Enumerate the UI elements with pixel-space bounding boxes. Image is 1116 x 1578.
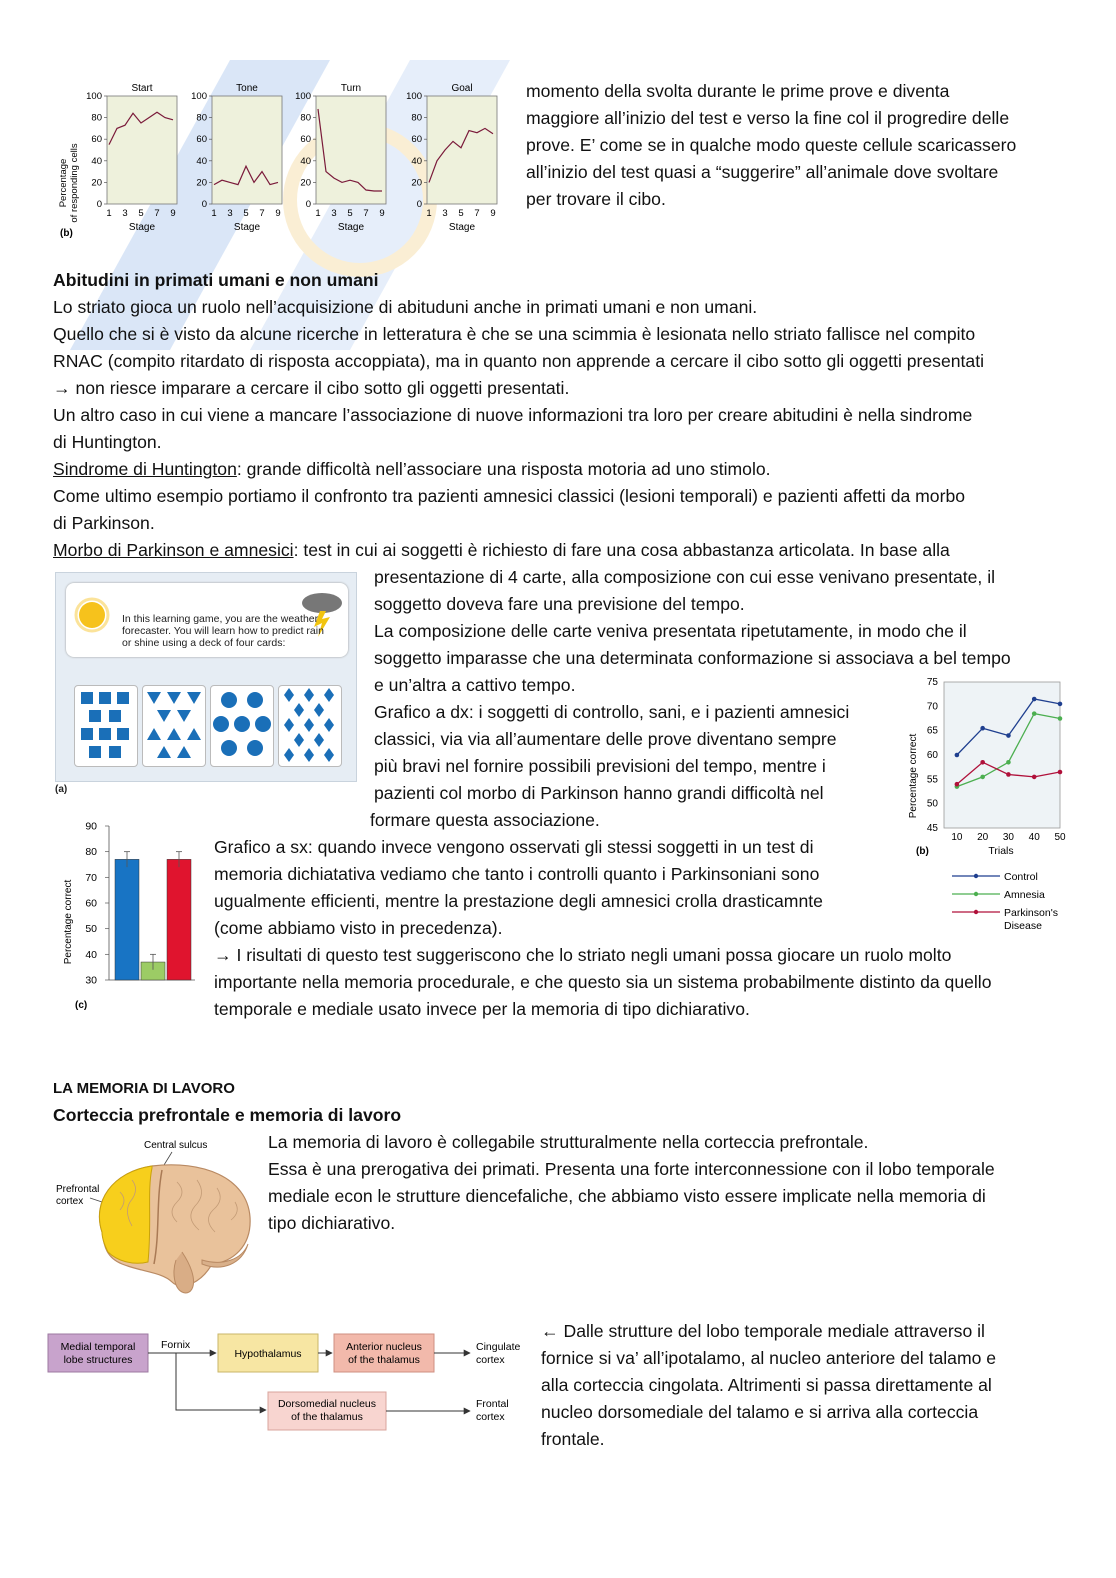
paragraph-line: Come ultimo esempio portiamo il confronto tra pazienti amnesici classici (lesioni temporali) e pazienti affetti da morbo <box>53 486 966 506</box>
mtl-label-1: Medial temporal <box>60 1341 136 1353</box>
panel-xtick: 5 <box>347 208 353 219</box>
panel-ytick: 0 <box>305 199 311 210</box>
top-fig-ylabel-1: Percentage <box>58 158 69 208</box>
panel-xtick: 3 <box>442 208 448 219</box>
paragraph-line: classici, via via all’aumentare delle prove diventano sempre <box>374 729 837 749</box>
panel-xlabel: Stage <box>448 222 476 233</box>
anterior-label-1: Anterior nucleus <box>346 1341 422 1353</box>
panel-frame-1 <box>212 96 282 204</box>
weather-fig-panel-label: (a) <box>55 784 68 795</box>
panel-ytick: 100 <box>86 91 102 102</box>
anterior-label-2: of the thalamus <box>348 1354 420 1366</box>
panel-xtick: 3 <box>331 208 337 219</box>
paragraph-line: presentazione di 4 carte, alla composizione con cui esse venivano presentate, il <box>374 567 996 587</box>
weather-caption-line: forecaster. You will learn how to predict rain <box>122 625 324 637</box>
bar-chart-ylabel: Percentage correct <box>63 879 74 965</box>
line-chart-xtick: 40 <box>1028 832 1040 843</box>
line-chart-ylabel: Percentage correct <box>908 733 919 819</box>
parkinson-term: Morbo di Parkinson e amnesici <box>53 540 294 560</box>
frontal-label-2: cortex <box>476 1411 505 1423</box>
central-sulcus-label: Central sulcus <box>144 1140 208 1151</box>
paragraph-line: temporale e mediale usato invece per la memoria di tipo dichiarativo. <box>214 999 750 1019</box>
panel-ytick: 80 <box>300 112 311 124</box>
paragraph-line: di Huntington. <box>53 432 162 452</box>
panel-xlabel: Stage <box>337 222 365 233</box>
panel-ytick: 40 <box>91 155 102 167</box>
paragraph-line: Un altro caso in cui viene a mancare l’associazione di nuove informazioni tra loro per creare abitudini è nella sindrome <box>53 405 973 425</box>
diamond-shape <box>324 748 334 762</box>
diamond-shape <box>324 688 334 702</box>
paragraph-line: Lo striato gioca un ruolo nell’acquisizione di abituduni anche in primati umani e non umani. <box>53 297 758 317</box>
diamond-shape <box>314 733 324 747</box>
paragraph-line: → I risultati di questo test suggeriscono che lo striato negli umani possa giocare un ruolo molto <box>214 945 952 965</box>
mtl-box <box>48 1334 148 1372</box>
hypothalamus-label: Hypothalamus <box>234 1348 302 1360</box>
diamond-shape <box>284 688 294 702</box>
diamond-shape <box>304 748 314 762</box>
line-point <box>955 782 960 787</box>
paragraph-line: soggetto doveva fare una previsione del tempo. <box>374 594 745 614</box>
squares-pattern-icon <box>75 686 137 766</box>
line-point <box>1032 697 1037 702</box>
panel-ytick: 60 <box>300 134 311 146</box>
panel-xtick: 7 <box>474 208 480 219</box>
circles-pattern-icon <box>211 686 273 766</box>
panel-xtick: 1 <box>315 208 321 219</box>
huntington-definition: : grande difficoltà nell’associare una risposta motoria ad uno stimolo. <box>236 459 771 479</box>
circuit-description <box>541 1318 1081 1453</box>
paragraph-line: Quello che si è visto da alcune ricerche in letteratura è che se una scimmia è lesionata nello striato fallisce nel compito <box>53 324 976 344</box>
line-point <box>1006 772 1011 777</box>
diamond-shape <box>304 688 314 702</box>
card-triangles <box>142 685 206 767</box>
panel-frame-0 <box>107 96 177 204</box>
card-diamonds <box>278 685 342 767</box>
paragraph-line: importante nella memoria procedurale, e che questo sia un sistema probabilmente distinto da quello <box>214 972 992 992</box>
top-para-line: prove. E’ come se in qualche modo queste cellule scaricassero <box>526 135 1017 155</box>
card-circles <box>210 685 274 767</box>
paragraph-line: memoria dichiatativa vediamo che tanto i controlli quanto i Parkinsoniani sono <box>214 864 820 884</box>
panel-ytick: 100 <box>406 91 422 102</box>
anterior-nucleus-box <box>334 1334 434 1372</box>
bar-chart-ytick: 30 <box>85 974 97 987</box>
weather-caption-line: In this learning game, you are the weather <box>122 613 319 625</box>
line-chart-xtick: 30 <box>1002 832 1015 843</box>
bar-chart-panel-label: (c) <box>75 1000 88 1011</box>
circuit-diagram <box>46 1326 536 1438</box>
paragraph-line: → non riesce imparare a cercare il cibo sotto gli oggetti presentati. <box>53 378 570 398</box>
panel-xtick: 9 <box>170 208 176 219</box>
panel-ytick: 40 <box>411 155 422 167</box>
top-para-line: all’inizio del test quasi a “suggerire” all’animale dove svoltare <box>526 162 999 182</box>
card-squares <box>74 685 138 767</box>
cingulate-label-1: Cingulate <box>476 1341 521 1353</box>
panel-ytick: 20 <box>300 177 311 189</box>
top-paragraph <box>526 78 1086 213</box>
weather-caption-box <box>66 583 348 657</box>
weather-caption <box>122 613 324 649</box>
bar-chart-ytick: 90 <box>85 820 97 833</box>
line-chart-ytick: 75 <box>926 677 938 688</box>
dorsomedial-label-2: of the thalamus <box>291 1411 363 1423</box>
bar-0 <box>115 859 139 980</box>
paragraph-line: soggetto imparasse che una determinata conformazione si associava a bel tempo <box>374 648 1011 668</box>
panel-ytick: 80 <box>411 112 422 124</box>
line-point <box>1058 702 1063 707</box>
panel-ytick: 40 <box>196 155 207 167</box>
frontal-label-1: Frontal <box>476 1398 509 1410</box>
line-point <box>1032 711 1037 716</box>
top-para-line: momento della svolta durante le prime prove e diventa <box>526 81 950 101</box>
panel-xtick: 1 <box>106 208 112 219</box>
line-chart-plot-area <box>944 682 1060 828</box>
responding-cells-figure <box>52 78 514 248</box>
working-memory-paragraph <box>268 1129 1088 1237</box>
paragraph-line: tipo dichiarativo. <box>268 1213 396 1233</box>
paragraph-line: (come abbiamo visto in precedenza). <box>214 918 503 938</box>
diamond-shape <box>294 733 304 747</box>
prefrontal-cortex-region <box>99 1166 152 1263</box>
diamond-shape <box>284 718 294 732</box>
line-point <box>1058 770 1063 775</box>
line-chart-xtick: 10 <box>951 832 963 843</box>
panel-xtick: 1 <box>211 208 217 219</box>
mtl-label-2: lobe structures <box>63 1354 133 1366</box>
top-fig-panel-label: (b) <box>60 228 73 239</box>
line-point <box>980 775 985 780</box>
legend-parkinson: Parkinson's <box>1004 907 1058 919</box>
diamond-shape <box>284 748 294 762</box>
panel-xlabel: Stage <box>128 222 156 233</box>
panel-ytick: 60 <box>91 134 102 146</box>
panel-title-0: Start <box>131 83 153 94</box>
panel-xtick: 7 <box>154 208 160 219</box>
diamonds-pattern-icon <box>279 686 341 766</box>
panel-xtick: 7 <box>259 208 265 219</box>
line-chart-panel-label: (b) <box>916 846 929 857</box>
panel-ytick: 20 <box>411 177 422 189</box>
dorsomedial-label-1: Dorsomedial nucleus <box>277 1398 377 1410</box>
paragraph-line: di Parkinson. <box>53 513 155 533</box>
panel-xtick: 3 <box>122 208 128 219</box>
panel-xtick: 3 <box>227 208 233 219</box>
triangles-pattern-icon <box>143 686 205 766</box>
panel-ytick: 100 <box>191 91 207 102</box>
panel-title-3: Goal <box>451 83 473 94</box>
panel-ytick: 80 <box>91 112 102 124</box>
bar-chart-ytick: 60 <box>85 897 97 910</box>
panel-ytick: 0 <box>416 199 422 210</box>
paragraph-line: La memoria di lavoro è collegabile strutturalmente nella corteccia prefrontale. <box>268 1132 869 1152</box>
paragraph-line: La composizione delle carte veniva presentata ripetutamente, in modo che il <box>374 621 967 641</box>
line-chart-xtick: 20 <box>977 832 989 843</box>
panel-ytick: 100 <box>295 91 311 102</box>
paragraph-line: Grafico a sx: quando invece vengono osservati gli stessi soggetti in un test di <box>214 837 814 857</box>
paragraph-line: e un’altra a cattivo tempo. <box>374 675 576 695</box>
panel-xlabel: Stage <box>233 222 261 233</box>
line-chart-ytick: 65 <box>926 725 938 737</box>
line-point <box>1058 716 1063 721</box>
bar-chart-ytick: 70 <box>85 871 97 884</box>
line-chart-ytick: 60 <box>926 750 938 761</box>
top-para-line: maggiore all’inizio del test e verso la fine col il progredire delle <box>526 108 1010 128</box>
paragraph-line: RNAC (compito ritardato di risposta accoppiata), ma in quanto non apprende a cercare il cibo sotto gli oggetti presentati <box>53 351 985 371</box>
line-chart-ytick: 55 <box>926 774 938 786</box>
section-working-memory-subtitle: Corteccia prefrontale e memoria di lavoro <box>53 1105 402 1125</box>
panel-xtick: 5 <box>243 208 249 219</box>
panel-xtick: 9 <box>490 208 496 219</box>
section-habits-title: Abitudini in primati umani e non umani <box>53 270 379 290</box>
paragraph-line: pazienti col morbo di Parkinson hanno grandi difficoltà nel <box>374 783 824 803</box>
declarative-bar-chart <box>55 812 205 1022</box>
line-chart-ytick: 45 <box>926 823 938 834</box>
paragraph-line: formare questa associazione. <box>370 810 600 830</box>
diamond-shape <box>324 718 334 732</box>
legend-control: Control <box>1004 871 1038 883</box>
line-point <box>980 726 985 731</box>
parkinson-line <box>53 537 1093 564</box>
weather-caption-line: or shine using a deck of four cards: <box>122 637 286 649</box>
weather-game-figure <box>55 572 357 782</box>
line-point <box>980 760 985 765</box>
bar-chart-ytick: 50 <box>85 923 97 936</box>
bar-chart-ytick: 40 <box>85 948 97 961</box>
fornix-label: Fornix <box>161 1339 191 1351</box>
line-point <box>955 753 960 758</box>
panel-xtick: 1 <box>426 208 432 219</box>
panel-ytick: 80 <box>196 112 207 124</box>
line-chart-xtick: 50 <box>1054 832 1066 843</box>
top-para-line: per trovare il cibo. <box>526 189 666 209</box>
panel-ytick: 60 <box>196 134 207 146</box>
cingulate-label-2: cortex <box>476 1354 505 1366</box>
prefrontal-label-1: Prefrontal <box>56 1184 100 1195</box>
paragraph-line: frontale. <box>541 1429 605 1449</box>
declarative-description <box>214 834 1074 1023</box>
panel-xtick: 5 <box>458 208 464 219</box>
panel-ytick: 0 <box>201 199 207 210</box>
line-point <box>1006 760 1011 765</box>
line-point <box>1006 733 1011 738</box>
diamond-shape <box>304 718 314 732</box>
panel-xtick: 7 <box>363 208 369 219</box>
line-chart-ytick: 70 <box>926 701 938 713</box>
huntington-line <box>53 456 1093 483</box>
bar-chart-ytick: 80 <box>85 846 97 859</box>
huntington-term: Sindrome di Huntington <box>53 459 237 479</box>
brain-illustration <box>52 1132 262 1300</box>
paragraph-line: ← Dalle strutture del lobo temporale mediale attraverso il <box>541 1321 985 1341</box>
panel-xtick: 9 <box>275 208 281 219</box>
paragraph-line: Essa è una prerogativa dei primati. Presenta una forte interconnessione con il lobo temporale <box>268 1159 995 1179</box>
panel-ytick: 60 <box>411 134 422 146</box>
panel-frame-3 <box>427 96 497 204</box>
paragraph-line: mediale econ le strutture diencefaliche, che abbiamo visto essere implicate nella memoria di <box>268 1186 986 1206</box>
panel-ytick: 40 <box>300 155 311 167</box>
panel-ytick: 0 <box>96 199 102 210</box>
panel-xtick: 9 <box>379 208 385 219</box>
panel-title-1: Tone <box>236 83 258 94</box>
section-habits <box>53 267 1093 564</box>
sun-icon <box>68 591 116 639</box>
paragraph-line: ugualmente efficienti, mentre la prestazione degli amnesici crolla drasticamnte <box>214 891 823 911</box>
panel-ytick: 20 <box>91 177 102 189</box>
line-chart-xlabel: Trials <box>988 845 1014 857</box>
legend-amnesia: Amnesia <box>1004 889 1045 901</box>
paragraph-line: più bravi nel fornire possibili previsioni del tempo, mentre i <box>374 756 826 776</box>
top-fig-ylabel-2: of responding cells <box>69 143 80 223</box>
paragraph-line: Grafico a dx: i soggetti di controllo, sani, e i pazienti amnesici <box>374 702 850 722</box>
section-working-memory-title: LA MEMORIA DI LAVORO <box>53 1080 235 1097</box>
parkinson-definition: : test in cui ai soggetti è richiesto di fare una cosa abbastanza articolata. In base alla <box>293 540 950 560</box>
panel-xtick: 5 <box>138 208 144 219</box>
prefrontal-label-2: cortex <box>56 1196 84 1207</box>
paragraph-line: fornice si va’ all’ipotalamo, al nucleo anteriore del talamo e <box>541 1348 997 1368</box>
diamond-shape <box>314 703 324 717</box>
panel-ytick: 20 <box>196 177 207 189</box>
diamond-shape <box>294 703 304 717</box>
bar-2 <box>167 859 191 980</box>
panel-frame-2 <box>316 96 386 204</box>
paragraph-line: alla corteccia cingolata. Altrimenti si passa direttamente al <box>541 1375 992 1395</box>
line-chart-ytick: 50 <box>926 798 938 810</box>
line-point <box>1032 775 1037 780</box>
legend-parkinson-line2: Disease <box>1004 920 1042 932</box>
paragraph-line: nucleo dorsomediale del talamo e si arriva alla corteccia <box>541 1402 979 1422</box>
panel-title-2: Turn <box>340 83 362 94</box>
